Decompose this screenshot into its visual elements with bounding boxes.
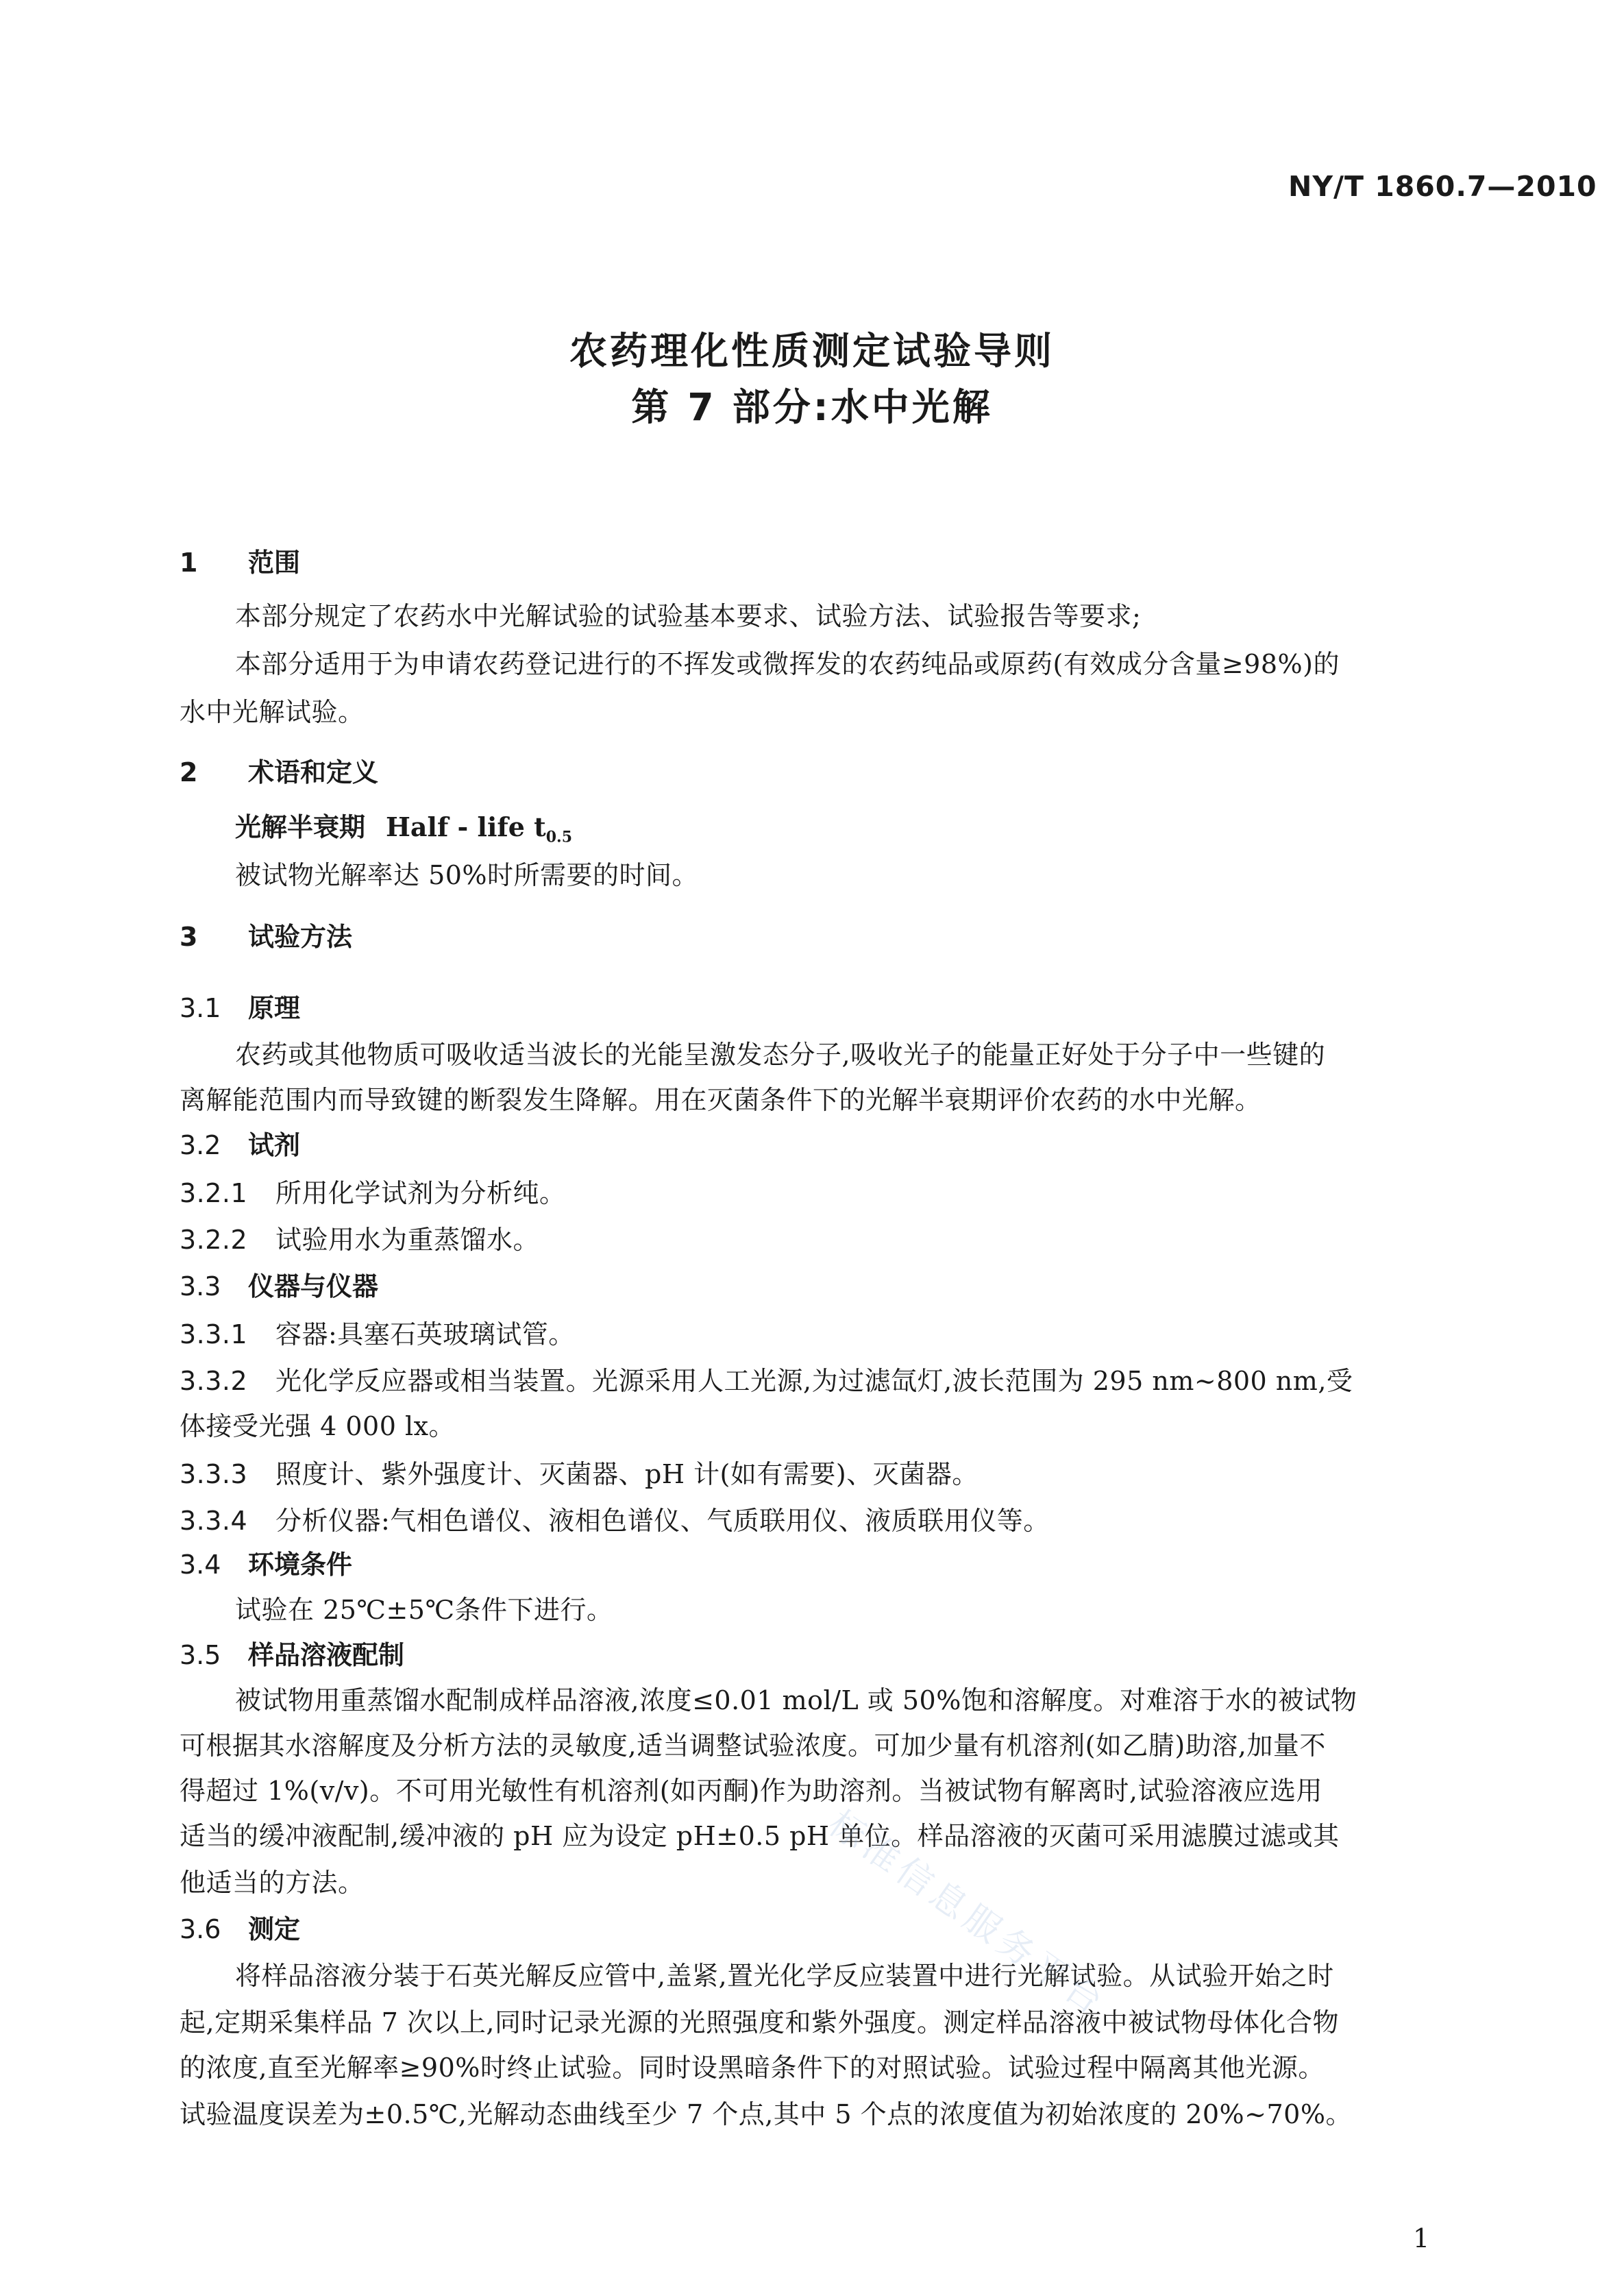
clause-title: 样品溶液配制 — [248, 1640, 405, 1670]
paragraph-continuation: 的浓度,直至光解率≥90%时终止试验。同时设黑暗条件下的对照试验。试验过程中隔离其他光源。 — [180, 2053, 1325, 2083]
section-title: 术语和定义 — [248, 757, 379, 787]
paragraph-continuation: 试验温度误差为±0.5℃,光解动态曲线至少 7 个点,其中 5 个点的浓度值为初始浓度的 20%~70%。 — [180, 2099, 1352, 2129]
clause-title: 仪器与仪器 — [248, 1271, 379, 1301]
section-3-heading — [180, 916, 352, 953]
paragraph-continuation: 水中光解试验。 — [180, 697, 365, 727]
paragraph-continuation: 体接受光强 4 000 lx。 — [180, 1411, 456, 1441]
clause-3-3-heading — [180, 1265, 378, 1303]
paragraph-continuation: 得超过 1%(v/v)。不可用光敏性有机溶剂(如丙酮)作为助溶剂。当被试物有解离时,试验溶液应选用 — [180, 1776, 1322, 1806]
paragraph: 被试物用重蒸馏水配制成样品溶液,浓度≤0.01 mol/L 或 50%饱和溶解度。对难溶于水的被试物 — [235, 1685, 1357, 1715]
paragraph-continuation: 可根据其水溶解度及分析方法的灵敏度,适当调整试验浓度。可加少量有机溶剂(如乙腈)助溶,加量不 — [180, 1730, 1326, 1761]
section-number: 1 — [180, 548, 198, 578]
sub-clause-3-2-2: 3.2.2 试验用水为重蒸馏水。 — [180, 1225, 540, 1255]
watermark: 标准信息服务平台 — [821, 1802, 1114, 2026]
section-2-heading — [180, 751, 378, 789]
clause-number: 3.1 — [180, 993, 221, 1023]
clause-title: 环境条件 — [248, 1550, 353, 1580]
clause-3-5-heading — [180, 1634, 404, 1672]
sub-clause-3-3-3: 3.3.3 照度计、紫外强度计、灭菌器、pH 计(如有需要)、灭菌器。 — [180, 1459, 979, 1489]
paragraph-continuation: 他适当的方法。 — [180, 1868, 365, 1898]
paragraph: 本部分适用于为申请农药登记进行的不挥发或微挥发的农药纯品或原药(有效成分含量≥98%)的 — [235, 649, 1340, 679]
clause-title: 原理 — [248, 993, 301, 1023]
page-number: 1 — [1413, 2223, 1430, 2253]
sub-clause-3-3-2: 3.3.2 光化学反应器或相当装置。光源采用人工光源,为过滤氙灯,波长范围为 295 nm~800 nm,受 — [180, 1366, 1353, 1396]
term-english: Half - life $t_{0.5}$ — [386, 811, 573, 846]
document-title: 农药理化性质测定试验导则 — [569, 329, 1055, 373]
standard-code: NY/T 1860.7—2010 — [1288, 170, 1597, 203]
clause-number: 3.6 — [180, 1914, 221, 1944]
clause-number: 3.5 — [180, 1640, 221, 1670]
document-subtitle: 第 7 部分:水中光解 — [631, 385, 993, 429]
sub-clause-3-2-1: 3.2.1 所用化学试剂为分析纯。 — [180, 1178, 566, 1208]
term-chinese: 光解半衰期 — [235, 812, 366, 842]
section-number: 2 — [180, 757, 198, 787]
paragraph-continuation: 起,定期采集样品 7 次以上,同时记录光源的光照强度和紫外强度。测定样品溶液中被试物母体化合物 — [180, 2007, 1339, 2038]
clause-title: 试剂 — [248, 1130, 301, 1160]
clause-3-2-heading — [180, 1124, 300, 1162]
clause-number: 3.2 — [180, 1130, 221, 1160]
clause-number: 3.3 — [180, 1271, 221, 1301]
paragraph-continuation: 离解能范围内而导致键的断裂发生降解。用在灭菌条件下的光解半衰期评价农药的水中光解。 — [180, 1085, 1262, 1115]
clause-3-1-heading — [180, 987, 300, 1025]
section-title: 范围 — [248, 548, 301, 578]
clause-3-6-heading — [180, 1908, 300, 1946]
section-title: 试验方法 — [248, 922, 353, 952]
paragraph: 农药或其他物质可吸收适当波长的光能呈激发态分子,吸收光子的能量正好处于分子中一些键的 — [235, 1040, 1326, 1070]
term-entry — [235, 806, 572, 846]
term-definition: 被试物光解率达 50%时所需要的时间。 — [235, 860, 699, 890]
paragraph: 将样品溶液分装于石英光解反应管中,盖紧,置光化学反应装置中进行光解试验。从试验开始之时 — [235, 1961, 1334, 1991]
paragraph: 本部分规定了农药水中光解试验的试验基本要求、试验方法、试验报告等要求; — [235, 601, 1142, 631]
clause-number: 3.4 — [180, 1550, 221, 1580]
section-1-heading — [180, 541, 300, 579]
section-number: 3 — [180, 922, 198, 952]
paragraph-continuation: 适当的缓冲液配制,缓冲液的 pH 应为设定 pH±0.5 pH 单位。样品溶液的灭菌可采用滤膜过滤或其 — [180, 1821, 1340, 1851]
paragraph: 试验在 25℃±5℃条件下进行。 — [235, 1595, 613, 1625]
clause-title: 测定 — [248, 1914, 301, 1944]
sub-clause-3-3-4: 3.3.4 分析仪器:气相色谱仪、液相色谱仪、气质联用仪、液质联用仪等。 — [180, 1506, 1050, 1536]
sub-clause-3-3-1: 3.3.1 容器:具塞石英玻璃试管。 — [180, 1319, 575, 1349]
clause-3-4-heading — [180, 1543, 352, 1581]
